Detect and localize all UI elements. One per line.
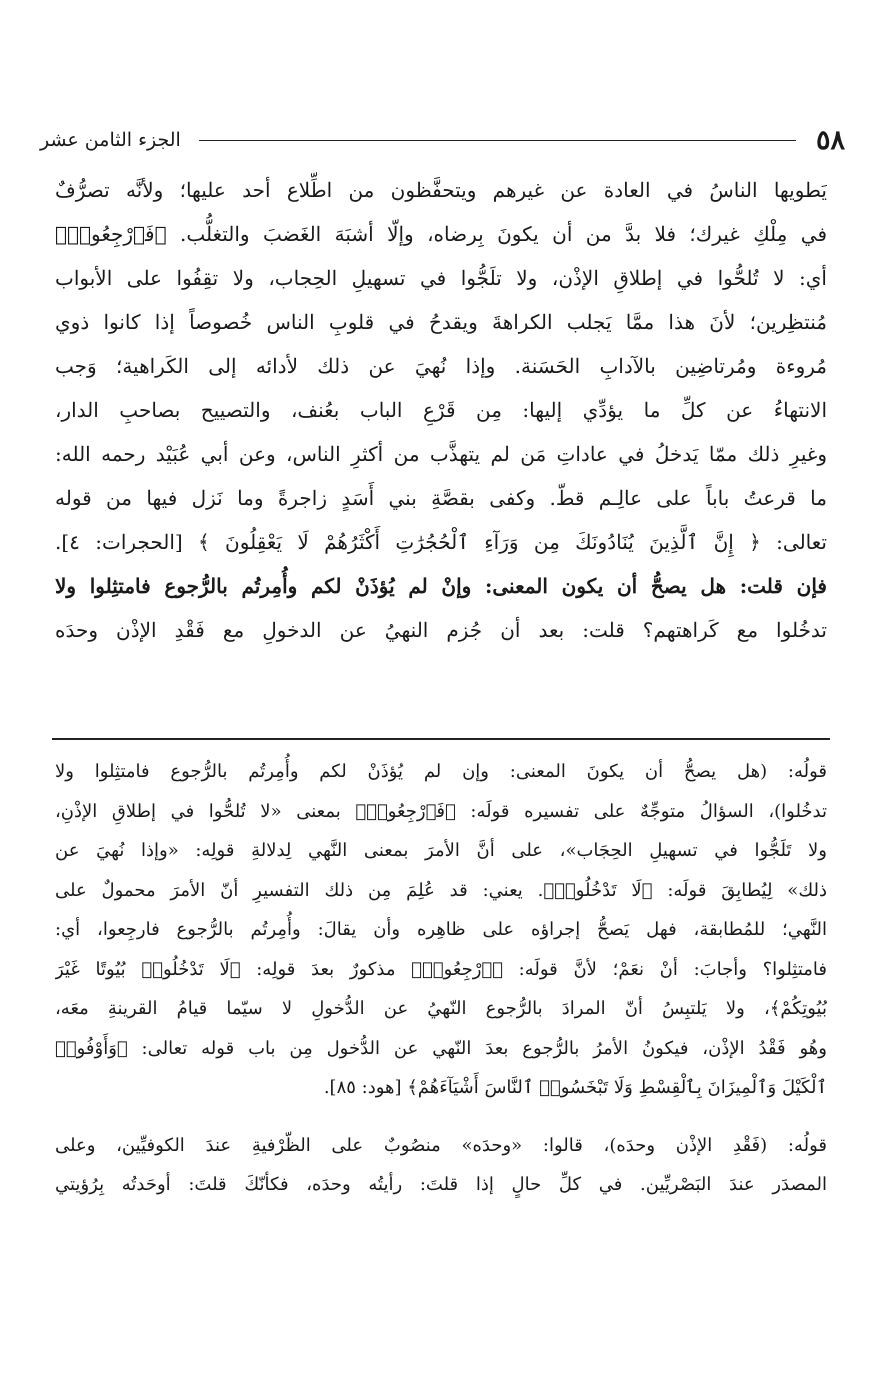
- main-text-line: مُنتظِرين؛ لأنَ هذا ممَّا يَجلب الكراهةَ ويقدحُ في قلوبِ الناس خُصوصاً إذا كانوا ذوي: [55, 310, 827, 334]
- header-rule: [199, 140, 796, 141]
- main-text-line: ما قرعتُ باباً على عالِـم قطّ. وكفى بقصَّةِ بني أَسَدٍ زاجرةً وما نَزل فيها من قوله: [55, 486, 827, 510]
- paragraph-gap: [55, 1108, 827, 1126]
- main-text-line-question: فإن قلت: هل يصحُّ أن يكون المعنى: وإنْ لم يُؤذَنْ لكم وأُمِرتُم بالرُّجوع فامتثِلوا ولا: [55, 574, 827, 598]
- page-header: [40, 120, 845, 160]
- commentary-line: فامتثِلوا؟ وأجابَ: أنْ نعَمْ؛ لأنَّ قولَه: ﴿ٱرْجِعُوا۟﴾ مذكورٌ بعدَ قولِه: ﴿لَا تَدْخُلُوا۟ بُيُوتًا غَيْرَ: [55, 958, 827, 980]
- main-text-line: يَطويها الناسُ في العادة عن غيرهم ويتحفَّظون من اطِّلاع أحد عليها؛ ولأنَّه تصرُّفٌ: [55, 178, 827, 202]
- main-text-line: تعالى: ﴿ إِنَّ ٱلَّذِينَ يُنَادُونَكَ مِن وَرَآءِ ٱلْحُجُرَٰتِ أَكْثَرُهُمْ لَا يَعْقِلُونَ ﴾ [الحجرات: ٤].: [55, 530, 827, 554]
- commentary-line: ذلك» لِيُطابِقَ قولَه: ﴿لَا تَدْخُلُوا۟﴾. يعني: قد عُلِمَ مِن ذلك التفسيرِ أنّ الأمرَ محمولٌ على: [55, 879, 827, 901]
- main-text-line: أي: لا تُلحُّوا في إطلاقِ الإذْن، ولا تلَجُّوا في تسهيلِ الحِجاب، ولا تقِفُوا على الأبواب: [55, 266, 827, 290]
- page-number: ٥٨: [815, 124, 845, 156]
- commentary-line: وهُو فَقْدُ الإذْن، فيكونُ الأمرُ بالرُّجوع بعدَ النّهي عن الدُّخول مِن باب قوله تعالى: ﴿وَأَوْفُوا۟: [55, 1037, 827, 1059]
- main-text-line: في مِلْكِ غيرك؛ فلا بدَّ من أن يكونَ بِرضاه، وإلّا أشبَهَ الغَضبَ والتغلُّب. ﴿فَٱرْجِعُوا۟﴾: [55, 222, 827, 246]
- commentary-line: المصدَر عندَ البَصْريِّين. في كلِّ حالٍ إذا قلتَ: رأيتُه وحدَه، فكأنّكَ قلتَ: أوحَدتُه بِرُؤيتي: [55, 1174, 827, 1195]
- commentary-line: ولا تَلَجُّوا في تسهيلِ الحِجَاب»، على أنَّ الأمرَ بمعنى النَّهي لِدلالةِ قولِه: «وإذا نُهيَ عن: [55, 840, 827, 861]
- commentary-line: قولُه: (هل يصحُّ أن يكونَ المعنى: وإن لم يُؤذَنْ لكم وأُمِرتُم بالرُّجوع فامتثِلوا ولا: [55, 761, 827, 782]
- main-text-line: وغيرِ ذلك ممّا يَدخلُ في عاداتِ مَن لم يتهذَّب من أكثرِ الناس، وعن أبي عُبَيْد رحمه الله:: [55, 442, 827, 466]
- commentary-block: [55, 752, 827, 1205]
- commentary-line: ٱلْكَيْلَ وَٱلْمِيزَانَ بِٱلْقِسْطِ وَلَا تَبْخَسُوا۟ ٱلنَّاسَ أَشْيَآءَهُمْ﴾ [هود: ٨٥].: [323, 1077, 827, 1098]
- commentary-line: تدخُلوا)، السؤالُ متوجِّهٌ على تفسيره قولَه: ﴿فَٱرْجِعُوا۟﴾ بمعنى «لا تُلحُّوا في إطلاقِ الإذْنِ،: [55, 800, 827, 822]
- main-text-line: تدخُلوا مع كَراهتهم؟ قلت: بعد أن جُزم النهيُ عن الدخولِ مع فَقْدِ الإذْن وحدَه: [55, 618, 827, 642]
- main-text-line: مُروءة ومُرتاضِين بالآدابِ الحَسَنة. وإذا نُهيَ عن ذلك لأدائه إلى الكَراهية؛ وَجب: [55, 354, 827, 378]
- main-text-block: [55, 168, 827, 652]
- main-text-line: الانتهاءُ عن كلِّ ما يؤدِّي إليها: مِن قَرْعِ الباب بعُنف، والتصييح بصاحبِ الدار،: [55, 398, 827, 422]
- part-title: الجزء الثامن عشر: [40, 129, 181, 151]
- commentary-line: بُيُوتِكُمْ﴾، ولا يَلتبِسُ أنّ المرادَ بالرُّجوع النّهيُ عن الدُّخولِ لا سيّما قيامُ القرينةِ معَه،: [55, 998, 827, 1019]
- commentary-line: النَّهي؛ للمُطابقة، فهل يَصحُّ إجراؤه على ظاهِره وأن يقالَ: وأُمِرتُم بالرُّجوع فارجِعوا، أي:: [55, 919, 827, 940]
- commentary-line: قولُه: (فَقْدِ الإذْن وحدَه)، قالوا: «وحدَه» منصُوبٌ على الظّرْفيةِ عندَ الكوفيِّين، وعلى: [55, 1134, 827, 1156]
- footnote-divider: [52, 738, 830, 740]
